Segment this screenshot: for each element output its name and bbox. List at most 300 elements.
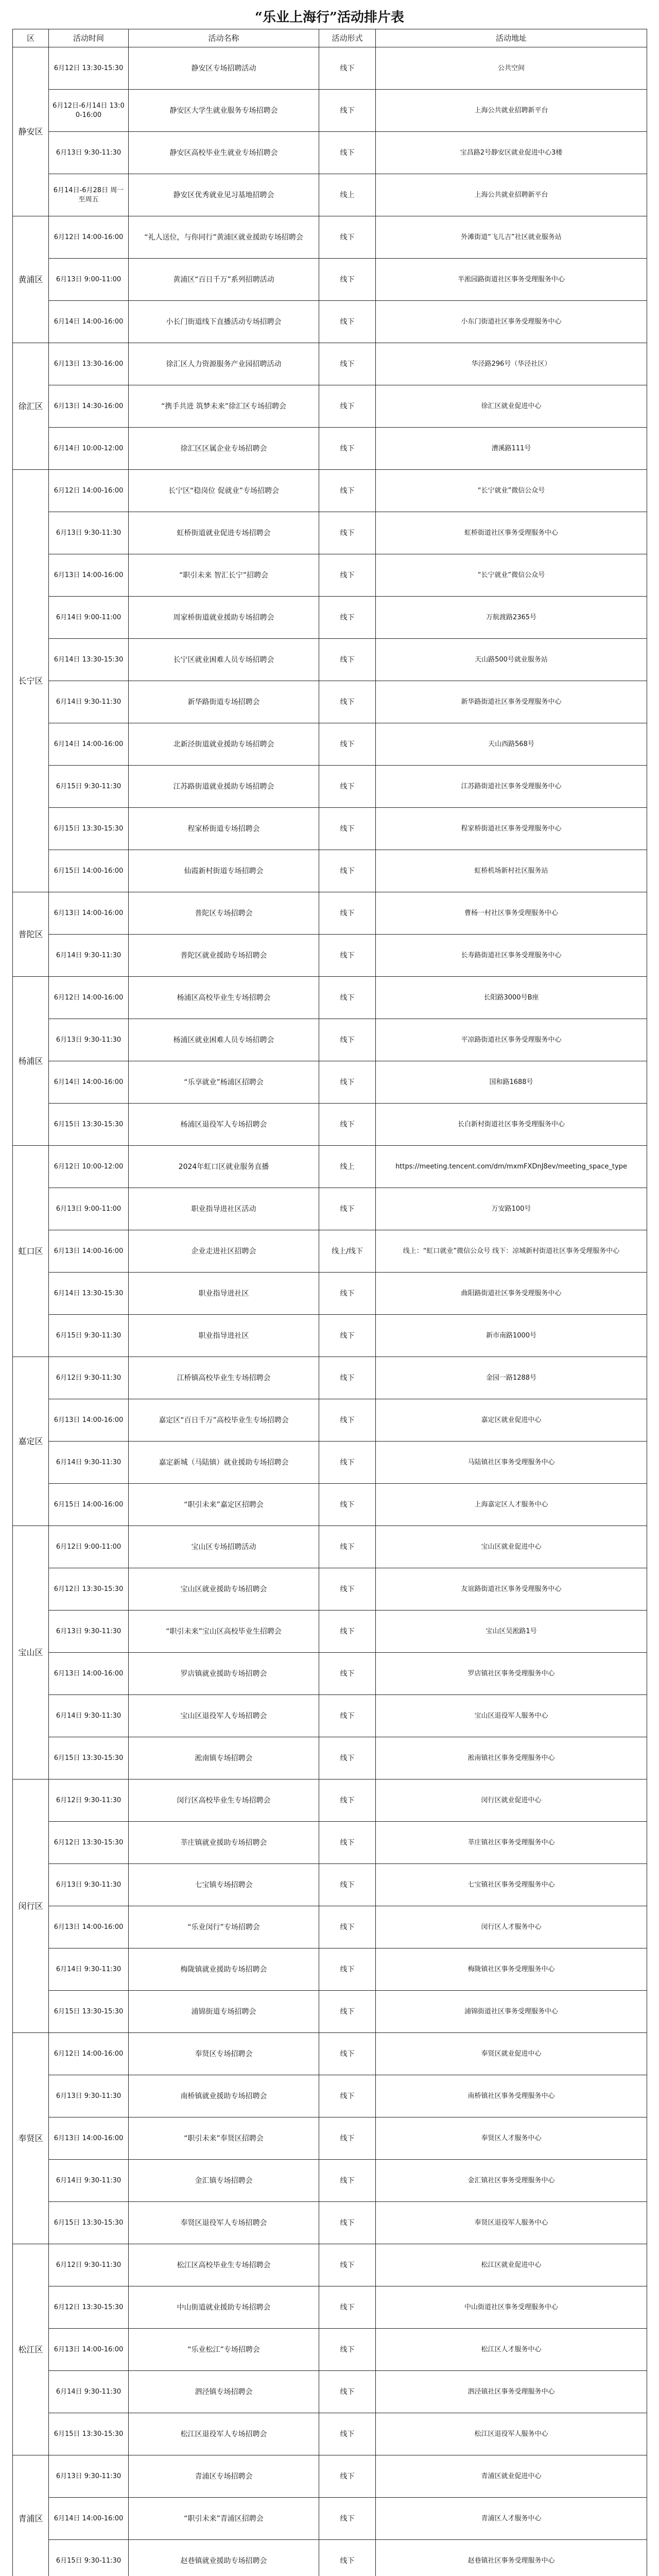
header-name: 活动名称: [129, 29, 319, 47]
event-form-cell: 线下: [319, 2244, 376, 2286]
table-row: [13, 1568, 647, 1611]
event-name-cell: 徐汇区区属企业专场招聘会: [129, 428, 319, 470]
table-row: [13, 1906, 647, 1948]
address-cell: 国和路1688号: [376, 1061, 647, 1104]
table-row: [13, 385, 647, 428]
date-cell: 6月13日 14:00-16:00: [49, 2117, 129, 2160]
date-cell: 6月13日 14:00-16:00: [49, 2329, 129, 2371]
event-form-cell: 线下: [319, 470, 376, 512]
district-cell: 闵行区: [13, 1780, 49, 2033]
event-form-cell: 线下: [319, 2117, 376, 2160]
address-cell: 奉贤区就业促进中心: [376, 2033, 647, 2075]
district-cell: 静安区: [13, 47, 49, 216]
event-form-cell: 线下: [319, 2540, 376, 2576]
event-form-cell: 线下: [319, 681, 376, 723]
table-row: [13, 1061, 647, 1104]
address-cell: 半淞园路街道社区事务受理服务中心: [376, 259, 647, 301]
event-name-cell: “携手共进 筑梦未来”徐汇区专场招聘会: [129, 385, 319, 428]
event-name-cell: 嘉定新城（马陆镇）就业援助专场招聘会: [129, 1442, 319, 1484]
date-cell: 6月12日 14:00-16:00: [49, 470, 129, 512]
table-row: [13, 1104, 647, 1146]
table-row: [13, 1146, 647, 1188]
address-cell: 外滩街道“飞儿吉”社区就业服务站: [376, 216, 647, 259]
table-row: [13, 132, 647, 174]
event-form-cell: 线下: [319, 639, 376, 681]
event-name-cell: “职引未来 智汇长宁”招聘会: [129, 554, 319, 597]
event-name-cell: 新华路街道专场招聘会: [129, 681, 319, 723]
header-form: 活动形式: [319, 29, 376, 47]
table-row: [13, 2117, 647, 2160]
district-cell: 嘉定区: [13, 1357, 49, 1526]
address-cell: 江苏路街道社区事务受理服务中心: [376, 766, 647, 808]
event-form-cell: 线下: [319, 808, 376, 850]
table-row: [13, 1442, 647, 1484]
event-form-cell: 线下: [319, 1188, 376, 1230]
date-cell: 6月13日 9:00-11:00: [49, 1188, 129, 1230]
table-row: [13, 2413, 647, 2455]
event-name-cell: 静安区大学生就业服务专场招聘会: [129, 90, 319, 132]
address-cell: 长寿路街道社区事务受理服务中心: [376, 935, 647, 977]
district-cell: 长宁区: [13, 470, 49, 892]
event-form-cell: 线下: [319, 597, 376, 639]
address-cell: 中山街道社区事务受理服务中心: [376, 2286, 647, 2329]
event-name-cell: 普陀区就业援助专场招聘会: [129, 935, 319, 977]
table-row: [13, 1357, 647, 1399]
table-row: [13, 2540, 647, 2576]
event-form-cell: 线下: [319, 2033, 376, 2075]
event-name-cell: “职引未来”嘉定区招聘会: [129, 1484, 319, 1526]
table-row: [13, 2033, 647, 2075]
date-cell: 6月13日 14:00-16:00: [49, 1653, 129, 1695]
event-name-cell: 长宁区就业困难人员专场招聘会: [129, 639, 319, 681]
date-cell: 6月12日 9:30-11:30: [49, 1357, 129, 1399]
address-cell: 上海公共就业招聘新平台: [376, 90, 647, 132]
address-cell: 奉贤区退役军人服务中心: [376, 2202, 647, 2244]
address-cell: 宝山区就业促进中心: [376, 1526, 647, 1568]
event-name-cell: 虹桥街道就业促进专场招聘会: [129, 512, 319, 554]
district-cell: 徐汇区: [13, 343, 49, 470]
date-cell: 6月14日 9:30-11:30: [49, 1695, 129, 1737]
date-cell: 6月13日 14:00-16:00: [49, 554, 129, 597]
address-cell: 程家桥街道社区事务受理服务中心: [376, 808, 647, 850]
event-form-cell: 线下: [319, 892, 376, 935]
table-row: [13, 935, 647, 977]
date-cell: 6月15日 14:00-16:00: [49, 1484, 129, 1526]
event-name-cell: 淞南镇专场招聘会: [129, 1737, 319, 1780]
date-cell: 6月12日 14:00-16:00: [49, 2033, 129, 2075]
table-row: [13, 1864, 647, 1906]
date-cell: 6月13日 9:30-11:30: [49, 1864, 129, 1906]
event-form-cell: 线下: [319, 554, 376, 597]
address-cell: 宝昌路2号静安区就业促进中心3楼: [376, 132, 647, 174]
date-cell: 6月13日 9:30-11:30: [49, 1611, 129, 1653]
table-row: [13, 892, 647, 935]
event-name-cell: 周家桥街道就业援助专场招聘会: [129, 597, 319, 639]
event-form-cell: 线下: [319, 2498, 376, 2540]
event-name-cell: 小长门街道线下直播活动专场招聘会: [129, 301, 319, 343]
date-cell: 6月15日 9:30-11:30: [49, 1315, 129, 1357]
event-name-cell: 赵巷镇就业援助专场招聘会: [129, 2540, 319, 2576]
event-form-cell: 线下: [319, 2160, 376, 2202]
address-cell: 小东门街道社区事务受理服务中心: [376, 301, 647, 343]
address-cell: 天山路500号就业服务站: [376, 639, 647, 681]
event-form-cell: 线下: [319, 428, 376, 470]
table-row: [13, 1822, 647, 1864]
table-row: [13, 470, 647, 512]
event-name-cell: “乐业闵行”专场招聘会: [129, 1906, 319, 1948]
event-form-cell: 线下: [319, 1019, 376, 1061]
table-row: [13, 850, 647, 892]
table-row: [13, 2329, 647, 2371]
event-name-cell: “乐享就业”杨浦区招聘会: [129, 1061, 319, 1104]
date-cell: 6月14日 9:30-11:30: [49, 2160, 129, 2202]
event-form-cell: 线下: [319, 90, 376, 132]
event-form-cell: 线下: [319, 1864, 376, 1906]
table-row: [13, 977, 647, 1019]
event-form-cell: 线下: [319, 385, 376, 428]
date-cell: 6月12日 10:00-12:00: [49, 1146, 129, 1188]
table-row: [13, 1399, 647, 1442]
address-cell: 南桥镇社区事务受理服务中心: [376, 2075, 647, 2117]
table-row: [13, 1611, 647, 1653]
event-form-cell: 线下: [319, 1611, 376, 1653]
event-form-cell: 线下: [319, 1948, 376, 1991]
date-cell: 6月15日 13:30-15:30: [49, 808, 129, 850]
table-row: [13, 1948, 647, 1991]
address-cell: 金园一路1288号: [376, 1357, 647, 1399]
date-cell: 6月14日 14:00-16:00: [49, 1061, 129, 1104]
event-form-cell: 线下: [319, 343, 376, 385]
date-cell: 6月12日-6月14日 13:00-16:00: [49, 90, 129, 132]
date-cell: 6月14日 9:30-11:30: [49, 681, 129, 723]
event-form-cell: 线下: [319, 977, 376, 1019]
address-cell: 奉贤区人才服务中心: [376, 2117, 647, 2160]
address-cell: 新市南路1000号: [376, 1315, 647, 1357]
table-row: [13, 1315, 647, 1357]
event-form-cell: 线下: [319, 132, 376, 174]
date-cell: 6月12日 13:30-15:30: [49, 2286, 129, 2329]
event-form-cell: 线下: [319, 47, 376, 90]
table-row: [13, 1526, 647, 1568]
event-name-cell: “职引未来”青浦区招聘会: [129, 2498, 319, 2540]
table-row: [13, 1273, 647, 1315]
address-cell: 长白新村街道社区事务受理服务中心: [376, 1104, 647, 1146]
event-form-cell: 线下: [319, 1906, 376, 1948]
table-row: [13, 2286, 647, 2329]
address-cell: 友谊路街道社区事务受理服务中心: [376, 1568, 647, 1611]
event-name-cell: 杨浦区就业困难人员专场招聘会: [129, 1019, 319, 1061]
district-cell: 宝山区: [13, 1526, 49, 1780]
address-cell: 梅陇镇社区事务受理服务中心: [376, 1948, 647, 1991]
event-form-cell: 线下: [319, 2202, 376, 2244]
date-cell: 6月12日 13:30-15:30: [49, 47, 129, 90]
event-name-cell: 奉贤区专场招聘会: [129, 2033, 319, 2075]
district-cell: 杨浦区: [13, 977, 49, 1146]
table-row: [13, 2160, 647, 2202]
table-row: [13, 723, 647, 766]
address-cell: 宝山区退役军人服务中心: [376, 1695, 647, 1737]
table-row: [13, 2202, 647, 2244]
event-form-cell: 线下: [319, 1399, 376, 1442]
date-cell: 6月13日 14:00-16:00: [49, 1230, 129, 1273]
event-form-cell: 线下: [319, 1822, 376, 1864]
address-cell: “长宁就业”微信公众号: [376, 554, 647, 597]
date-cell: 6月14日 14:00-16:00: [49, 2498, 129, 2540]
event-form-cell: 线下: [319, 2329, 376, 2371]
header-row: [13, 29, 647, 47]
table-row: [13, 681, 647, 723]
event-name-cell: 静安区高校毕业生就业专场招聘会: [129, 132, 319, 174]
event-name-cell: 长宁区“稳岗位 促就业”专场招聘会: [129, 470, 319, 512]
event-name-cell: 仙霞新村街道专场招聘会: [129, 850, 319, 892]
address-cell: 闵行区就业促进中心: [376, 1780, 647, 1822]
table-body: [13, 47, 647, 2576]
table-row: [13, 343, 647, 385]
address-cell: 新华路街道社区事务受理服务中心: [376, 681, 647, 723]
event-name-cell: 杨浦区高校毕业生专场招聘会: [129, 977, 319, 1019]
event-name-cell: 宝山区退役军人专场招聘会: [129, 1695, 319, 1737]
address-cell: 淞南镇社区事务受理服务中心: [376, 1737, 647, 1780]
date-cell: 6月14日 14:00-16:00: [49, 301, 129, 343]
table-row: [13, 554, 647, 597]
header-address: 活动地址: [376, 29, 647, 47]
district-cell: 青浦区: [13, 2455, 49, 2576]
address-cell: 长阳路3000号B座: [376, 977, 647, 1019]
district-cell: 奉贤区: [13, 2033, 49, 2244]
table-row: [13, 512, 647, 554]
event-name-cell: 莘庄镇就业援助专场招聘会: [129, 1822, 319, 1864]
event-form-cell: 线下: [319, 1315, 376, 1357]
address-cell: 漕溪路111号: [376, 428, 647, 470]
event-form-cell: 线下: [319, 1653, 376, 1695]
date-cell: 6月12日 9:30-11:30: [49, 1780, 129, 1822]
event-form-cell: 线下: [319, 1780, 376, 1822]
address-cell: 松江区人才服务中心: [376, 2329, 647, 2371]
date-cell: 6月15日 9:30-11:30: [49, 2540, 129, 2576]
event-form-cell: 线下: [319, 2413, 376, 2455]
event-form-cell: 线下: [319, 1526, 376, 1568]
address-cell: 上海公共就业招聘新平台: [376, 174, 647, 216]
event-form-cell: 线下: [319, 2286, 376, 2329]
table-row: [13, 1188, 647, 1230]
event-name-cell: “乐业松江”专场招聘会: [129, 2329, 319, 2371]
event-name-cell: 江桥镇高校毕业生专场招聘会: [129, 1357, 319, 1399]
date-cell: 6月15日 9:30-11:30: [49, 766, 129, 808]
table-row: [13, 1484, 647, 1526]
table-row: [13, 174, 647, 216]
header-time: 活动时间: [49, 29, 129, 47]
address-cell: 虹桥机场新村社区服务站: [376, 850, 647, 892]
header-district: 区: [13, 29, 49, 47]
event-name-cell: 南桥镇就业援助专场招聘会: [129, 2075, 319, 2117]
table-row: [13, 639, 647, 681]
date-cell: 6月14日 9:30-11:30: [49, 2371, 129, 2413]
date-cell: 6月15日 13:30-15:30: [49, 1737, 129, 1780]
date-cell: 6月14日 9:30-11:30: [49, 1442, 129, 1484]
table-header: [13, 29, 647, 47]
event-name-cell: 金汇镇专场招聘会: [129, 2160, 319, 2202]
table-row: [13, 2455, 647, 2498]
date-cell: 6月12日 9:30-11:30: [49, 2244, 129, 2286]
date-cell: 6月15日 13:30-15:30: [49, 1991, 129, 2033]
address-cell: 闵行区人才服务中心: [376, 1906, 647, 1948]
event-name-cell: 闵行区高校毕业生专场招聘会: [129, 1780, 319, 1822]
date-cell: 6月14日 13:30-15:30: [49, 1273, 129, 1315]
event-form-cell: 线下: [319, 2075, 376, 2117]
event-name-cell: 松江区高校毕业生专场招聘会: [129, 2244, 319, 2286]
event-form-cell: 线下: [319, 1695, 376, 1737]
date-cell: 6月13日 13:30-16:00: [49, 343, 129, 385]
address-cell: 天山西路568号: [376, 723, 647, 766]
event-name-cell: 程家桥街道专场招聘会: [129, 808, 319, 850]
event-name-cell: 职业指导进社区: [129, 1315, 319, 1357]
event-name-cell: 静安区优秀就业见习基地招聘会: [129, 174, 319, 216]
address-cell: 上海嘉定区人才服务中心: [376, 1484, 647, 1526]
event-form-cell: 线下: [319, 850, 376, 892]
event-form-cell: 线下: [319, 1357, 376, 1399]
address-cell: 曲阳路街道社区事务受理服务中心: [376, 1273, 647, 1315]
date-cell: 6月13日 14:00-16:00: [49, 892, 129, 935]
table-row: [13, 428, 647, 470]
table-row: [13, 808, 647, 850]
table-row: [13, 597, 647, 639]
address-cell: https://meeting.tencent.com/dm/mxmFXDnJ8ev/meeting_space_type: [376, 1146, 647, 1188]
table-row: [13, 301, 647, 343]
table-row: [13, 2371, 647, 2413]
table-row: [13, 2244, 647, 2286]
table-row: [13, 1695, 647, 1737]
event-name-cell: 浦锦街道专场招聘会: [129, 1991, 319, 2033]
address-cell: 线上：“虹口就业”微信公众号 线下：凉城新村街道社区事务受理服务中心: [376, 1230, 647, 1273]
table-row: [13, 1991, 647, 2033]
date-cell: 6月12日 13:30-15:30: [49, 1822, 129, 1864]
address-cell: 青浦区就业促进中心: [376, 2455, 647, 2498]
event-name-cell: 普陀区专场招聘会: [129, 892, 319, 935]
table-row: [13, 90, 647, 132]
event-form-cell: 线下: [319, 1061, 376, 1104]
date-cell: 6月13日 9:30-11:30: [49, 2075, 129, 2117]
event-form-cell: 线下: [319, 2455, 376, 2498]
district-cell: 黄浦区: [13, 216, 49, 343]
table-row: [13, 2075, 647, 2117]
event-name-cell: 嘉定区“百日千万”高校毕业生专场招聘会: [129, 1399, 319, 1442]
event-form-cell: 线上/线下: [319, 1230, 376, 1273]
address-cell: 华泾路296号（华泾社区）: [376, 343, 647, 385]
date-cell: 6月14日 9:30-11:30: [49, 935, 129, 977]
event-name-cell: 徐汇区人力资源服务产业园招聘活动: [129, 343, 319, 385]
address-cell: 曹杨一村社区事务受理服务中心: [376, 892, 647, 935]
event-name-cell: “职引未来”奉贤区招聘会: [129, 2117, 319, 2160]
event-form-cell: 线下: [319, 935, 376, 977]
date-cell: 6月13日 9:30-11:30: [49, 132, 129, 174]
date-cell: 6月13日 9:30-11:30: [49, 2455, 129, 2498]
address-cell: 松江区退役军人服务中心: [376, 2413, 647, 2455]
event-name-cell: 梅陇镇就业援助专场招聘会: [129, 1948, 319, 1991]
address-cell: 马陆镇社区事务受理服务中心: [376, 1442, 647, 1484]
event-form-cell: 线下: [319, 723, 376, 766]
district-cell: 松江区: [13, 2244, 49, 2455]
date-cell: 6月13日 9:30-11:30: [49, 512, 129, 554]
address-cell: 平凉路街道社区事务受理服务中心: [376, 1019, 647, 1061]
event-name-cell: 2024年虹口区就业服务直播: [129, 1146, 319, 1188]
event-form-cell: 线下: [319, 766, 376, 808]
date-cell: 6月14日 14:00-16:00: [49, 723, 129, 766]
table-row: [13, 2498, 647, 2540]
date-cell: 6月13日 14:00-16:00: [49, 1399, 129, 1442]
date-cell: 6月14日 10:00-12:00: [49, 428, 129, 470]
event-form-cell: 线下: [319, 1442, 376, 1484]
district-cell: 普陀区: [13, 892, 49, 977]
event-form-cell: 线下: [319, 259, 376, 301]
event-name-cell: 松江区退役军人专场招聘会: [129, 2413, 319, 2455]
table-row: [13, 1653, 647, 1695]
event-form-cell: 线下: [319, 301, 376, 343]
event-form-cell: 线下: [319, 2371, 376, 2413]
event-name-cell: 奉贤区退役军人专场招聘会: [129, 2202, 319, 2244]
address-cell: 虹桥街道社区事务受理服务中心: [376, 512, 647, 554]
event-name-cell: 企业走进社区招聘会: [129, 1230, 319, 1273]
date-cell: 6月15日 13:30-15:30: [49, 2413, 129, 2455]
event-form-cell: 线下: [319, 1484, 376, 1526]
address-cell: 青浦区人才服务中心: [376, 2498, 647, 2540]
table-row: [13, 1019, 647, 1061]
date-cell: 6月14日-6月28日 周一至周五: [49, 174, 129, 216]
event-name-cell: 黄浦区“百日千万”系列招聘活动: [129, 259, 319, 301]
event-name-cell: 杨浦区退役军人专场招聘会: [129, 1104, 319, 1146]
date-cell: 6月15日 13:30-15:30: [49, 1104, 129, 1146]
table-row: [13, 1780, 647, 1822]
date-cell: 6月12日 13:30-15:30: [49, 1568, 129, 1611]
date-cell: 6月12日 14:00-16:00: [49, 216, 129, 259]
event-form-cell: 线下: [319, 1273, 376, 1315]
table-row: [13, 1737, 647, 1780]
date-cell: 6月13日 14:00-16:00: [49, 1906, 129, 1948]
address-cell: 金汇镇社区事务受理服务中心: [376, 2160, 647, 2202]
address-cell: 公共空间: [376, 47, 647, 90]
address-cell: 罗店镇社区事务受理服务中心: [376, 1653, 647, 1695]
address-cell: 泗泾镇社区事务受理服务中心: [376, 2371, 647, 2413]
address-cell: 莘庄镇社区事务受理服务中心: [376, 1822, 647, 1864]
date-cell: 6月13日 14:30-16:00: [49, 385, 129, 428]
event-name-cell: 中山街道就业援助专场招聘会: [129, 2286, 319, 2329]
date-cell: 6月13日 9:00-11:00: [49, 259, 129, 301]
event-name-cell: 泗泾镇专场招聘会: [129, 2371, 319, 2413]
address-cell: 徐汇区就业促进中心: [376, 385, 647, 428]
district-cell: 虹口区: [13, 1146, 49, 1357]
date-cell: 6月14日 9:00-11:00: [49, 597, 129, 639]
address-cell: 赵巷镇社区事务受理服务中心: [376, 2540, 647, 2576]
address-cell: 松江区就业促进中心: [376, 2244, 647, 2286]
table-row: [13, 216, 647, 259]
event-form-cell: 线上: [319, 174, 376, 216]
event-form-cell: 线下: [319, 1104, 376, 1146]
event-name-cell: 北新泾街道就业援助专场招聘会: [129, 723, 319, 766]
event-form-cell: 线下: [319, 512, 376, 554]
table-row: [13, 47, 647, 90]
event-name-cell: “职引未来”宝山区高校毕业生招聘会: [129, 1611, 319, 1653]
event-name-cell: 青浦区专场招聘会: [129, 2455, 319, 2498]
event-form-cell: 线上: [319, 1146, 376, 1188]
table-row: [13, 766, 647, 808]
event-form-cell: 线下: [319, 1568, 376, 1611]
event-form-cell: 线下: [319, 1737, 376, 1780]
schedule-table: [12, 29, 647, 2576]
event-name-cell: 宝山区专场招聘活动: [129, 1526, 319, 1568]
address-cell: 宝山区吴淞路1号: [376, 1611, 647, 1653]
event-form-cell: 线下: [319, 216, 376, 259]
page-title: “乐业上海行”活动排片表: [255, 10, 404, 25]
address-cell: 万航渡路2365号: [376, 597, 647, 639]
